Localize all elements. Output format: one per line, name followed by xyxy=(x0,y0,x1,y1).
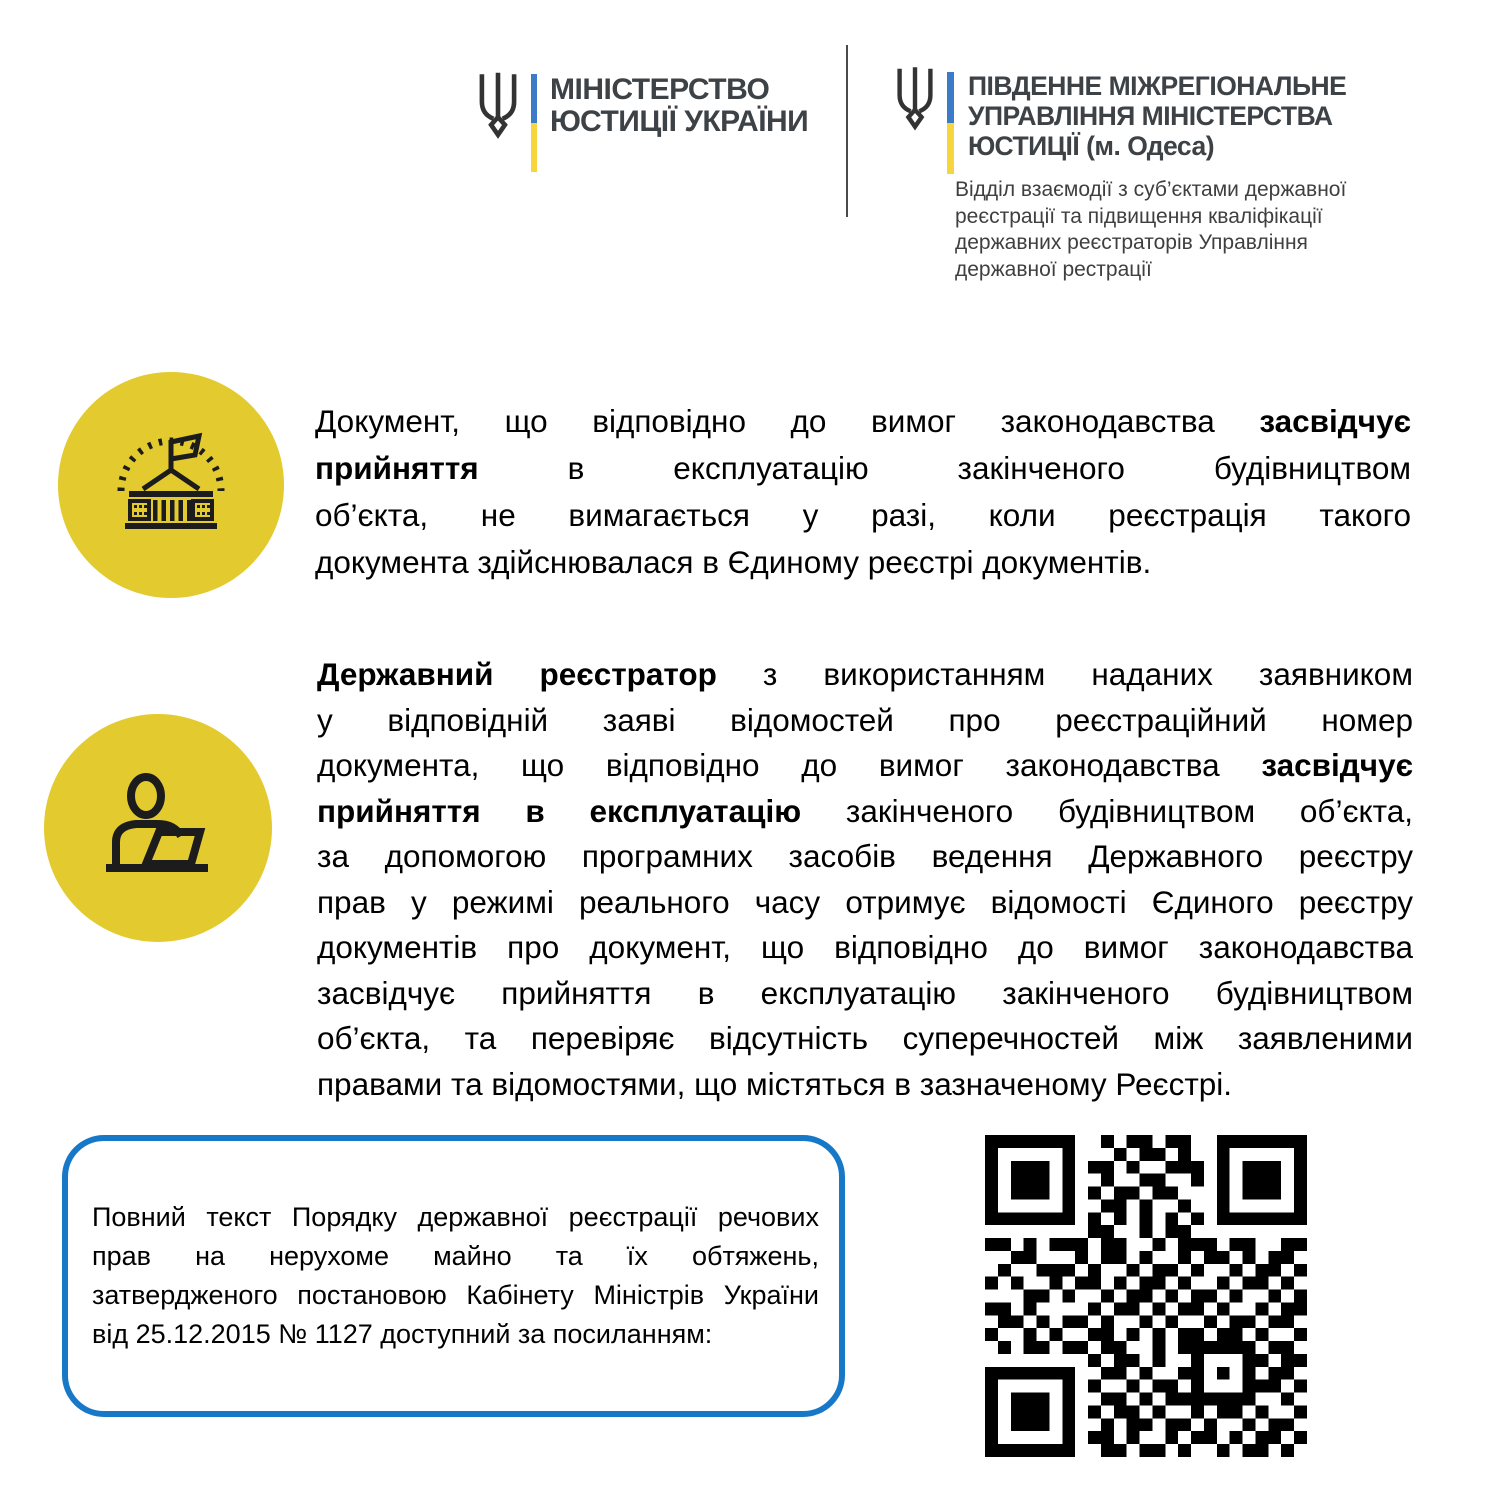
section1-icon-circle xyxy=(58,372,284,598)
department-name: Відділ взаємодії з суб’єктами державної реєстрації та підвищення кваліфікації державних реєстраторів Управління державної рестрації xyxy=(955,178,1347,281)
link-box-text: Повний текст Порядку державної реєстрації речових прав на нерухоме майно та їх обтяжень, затвердженого постановою Кабінету Міністрів України від 25.12.2015 № 1127 доступний за посиланням: xyxy=(92,1202,819,1349)
ministry-name xyxy=(550,68,808,138)
qr-code xyxy=(985,1135,1307,1457)
link-box xyxy=(62,1135,845,1417)
flag-bar-icon xyxy=(531,74,537,172)
trident-icon xyxy=(893,62,937,140)
section1-text: Документ, що відповідно до вимог законодавства засвідчує прийняття в експлуатацію закінченого будівництвом об’єкта, не вимагається у разі, коли реєстрація такого документа здійснювалася в Єдиному реєстрі документів. xyxy=(315,403,1411,580)
ministry-name-line2: ЮСТИЦІЇ УКРАЇНИ xyxy=(550,105,809,138)
registrar-at-computer-icon xyxy=(88,758,228,898)
office-name-line2: УПРАВЛІННЯ МІНІСТЕРСТВА xyxy=(968,101,1333,131)
ministry-name-line1: МІНІСТЕРСТВО xyxy=(550,73,770,106)
office-name-line3: ЮСТИЦІЇ (м. Одеса) xyxy=(968,131,1215,161)
header-divider xyxy=(846,45,848,217)
government-building-icon xyxy=(101,415,241,555)
section2-text: Державний реєстратор з використанням наданих заявником у відповідній заяві відомостей про реєстраційний номер документа, що відповідно до вимог законодавства засвідчує прийняття в експлуатацію закінченого будівництвом об’єкта, за допомогою програмних засобів ведення Державного реєстру прав у режимі реального часу отримує відомості Єдиного реєстру документів про документ, що відповідно до вимог законодавства засвідчує прийняття в експлуатацію закінченого будівництвом об’єкта, та перевіряє відсутність суперечностей між заявленими правами та відомостями, що містяться в зазначеному Реєстрі. xyxy=(317,656,1413,1102)
office-name-line1: ПІВДЕННЕ МІЖРЕГІОНАЛЬНЕ xyxy=(968,71,1347,101)
flag-bar-icon xyxy=(947,72,954,174)
regional-office-logo xyxy=(893,62,1378,174)
trident-icon xyxy=(475,68,521,148)
section2-icon-circle xyxy=(44,714,272,942)
ministry-of-justice-logo xyxy=(475,68,808,172)
office-name xyxy=(968,62,1378,161)
